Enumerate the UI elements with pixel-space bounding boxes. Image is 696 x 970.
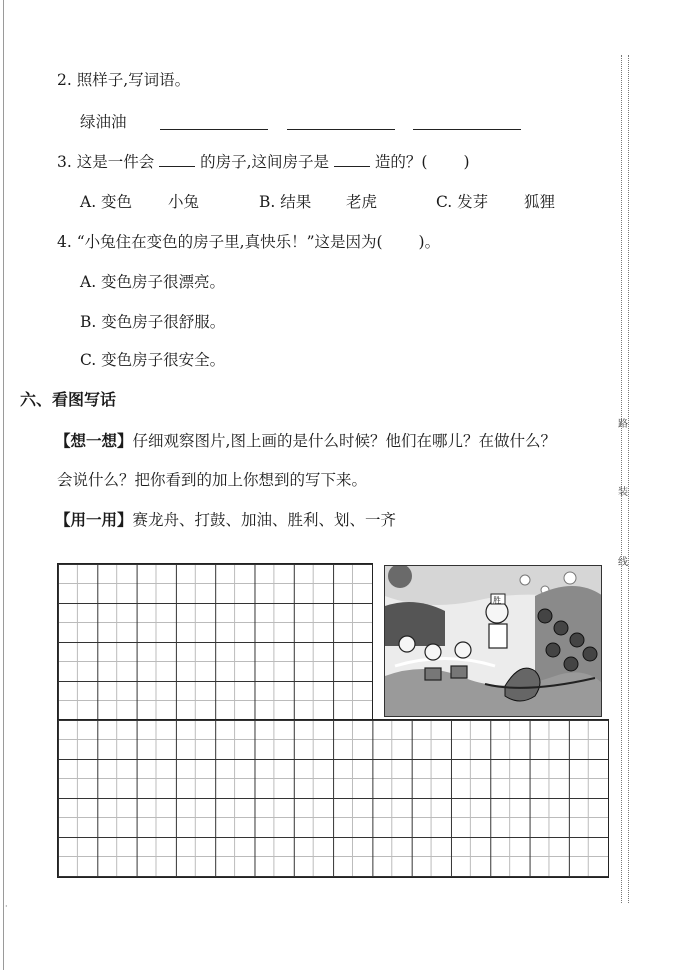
writing-grid-lower[interactable]: [57, 719, 609, 878]
stray-mark: ·: [5, 902, 8, 911]
q3-option-c-label: C. 发芽: [436, 193, 489, 211]
q4-option-c: C. 变色房子很安全。: [80, 351, 226, 369]
use-label: 【用一用】: [55, 511, 133, 529]
think-text-1: 仔细观察图片,图上画的是什么时候？他们在哪儿？在做什么？: [132, 432, 556, 450]
q3-text-a: 3. 这是一件会: [57, 153, 155, 171]
page-left-edge: [3, 0, 4, 970]
q3-option-b-answer: 老虎: [346, 193, 378, 211]
section6-think-line1: [55, 431, 556, 451]
binding-line-right: [628, 55, 629, 903]
drum-icon: [425, 668, 441, 680]
q3-text-c: 造的？(: [374, 153, 428, 171]
q3-text-d: ): [463, 153, 470, 171]
q2-title: 2. 照样子,写词语。: [57, 71, 191, 89]
picture-flag-text: 胜: [493, 596, 501, 605]
q3-option-b-label: B. 结果: [259, 193, 312, 211]
q3-blank-1[interactable]: [159, 152, 195, 167]
q2-blank-3[interactable]: [413, 115, 521, 130]
q3-blank-2[interactable]: [334, 152, 370, 167]
q4-question: [57, 232, 440, 252]
writing-grid-upper[interactable]: [57, 563, 373, 721]
dragon-boat-illustration: [385, 566, 602, 717]
binding-line-left: [621, 55, 622, 903]
binding-label-2: 装: [618, 487, 628, 498]
binding-label-1: 路: [618, 419, 628, 430]
binding-label-3: 线: [618, 557, 628, 568]
q4-text-b: )。: [418, 233, 441, 251]
q3-question: [57, 152, 470, 172]
dragon-boat-picture: [384, 565, 602, 717]
q2-example-row: [80, 112, 127, 132]
section6-title: 六、看图写话: [20, 390, 117, 409]
q2-blank-2[interactable]: [287, 115, 395, 130]
q3-option-a-answer: 小兔: [168, 193, 200, 211]
q2-example: 绿油油: [80, 113, 127, 131]
q4-option-b: B. 变色房子很舒服。: [80, 313, 226, 331]
q4-text-a: 4. “小兔住在变色的房子里,真快乐！”这是因为(: [57, 233, 383, 251]
q3-option-c-answer: 狐狸: [524, 193, 556, 211]
use-text: 赛龙舟、打鼓、加油、胜利、划、一齐: [132, 511, 397, 529]
section6-use-line: [55, 510, 396, 530]
q4-option-a: A. 变色房子很漂亮。: [80, 273, 226, 291]
q3-option-a-label: A. 变色: [80, 193, 133, 211]
section6-think-line2: 会说什么？把你看到的加上你想到的写下来。: [57, 471, 368, 489]
q2-blank-1[interactable]: [160, 115, 268, 130]
q3-text-b: 的房子,这间房子是: [200, 153, 330, 171]
think-label: 【想一想】: [55, 432, 133, 450]
